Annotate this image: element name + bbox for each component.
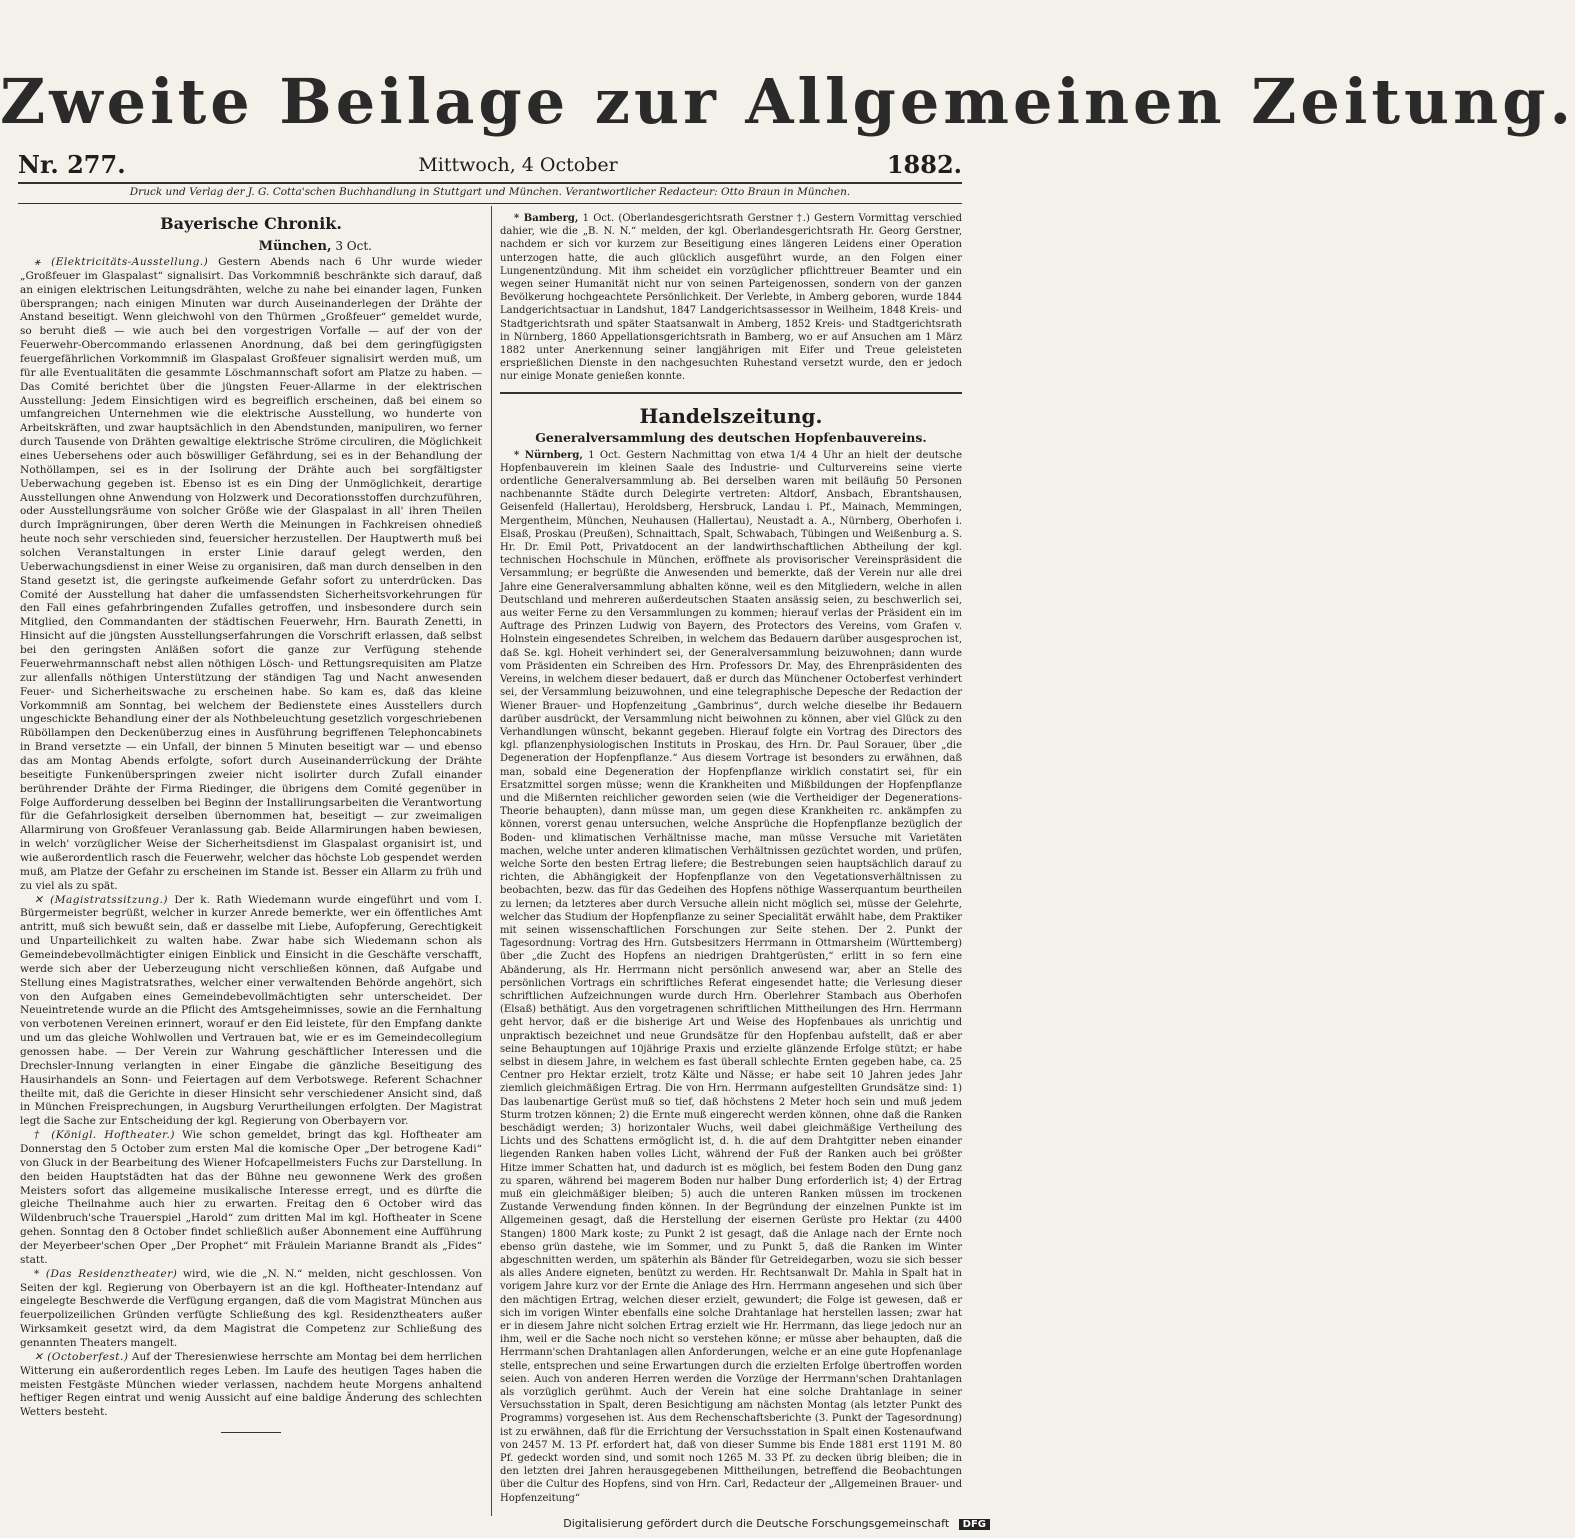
- footer-text: Digitalisierung gefördert durch die Deutsche Forschungsgemeinschaft: [563, 1517, 950, 1530]
- article-lead: † (Königl. Hoftheater.): [34, 1129, 175, 1142]
- top-rule: [18, 182, 962, 184]
- article-octoberfest: [20, 1351, 482, 1420]
- article-lead: * Bamberg,: [514, 213, 579, 224]
- article-lead: * (Das Residenztheater): [34, 1267, 178, 1280]
- section-subtitle: Generalversammlung des deutschen Hopfenbauvereins.: [535, 429, 927, 445]
- article-nuernberg: [500, 449, 962, 1505]
- article-bamberg: [500, 212, 962, 384]
- article-residenztheater: [20, 1268, 482, 1351]
- article-lead: ⚹ (Elektricitäts-Ausstellung.): [34, 256, 209, 268]
- left-column: [20, 212, 482, 1452]
- right-column: [500, 212, 962, 1512]
- article-body: Wie schon gemeldet, bringt das kgl. Hoftheater am Donnerstag den 5 October zum ersten Mal die komische Oper „Der betrogene Kadi“ von Gluck in der Bearbeitung des Wiener Hofcapellmeisters Fuchs zur Darstellung. In den beiden Hauptstädten hat das der Bühne neu gewonnene Werk des großen Meisters sofort das allgemeine musikalische Interesse erregt, und es dürfte die gleiche Theilnahme auch hier zu erwarten. Freitag den 6 October wird das Wildenbruch'sche Trauerspiel „Harold“ zum dritten Mal im kgl. Hoftheater in Scene gehen. Sonntag den 8 October findet schließlich außer Abonnement eine Aufführung der Meyerbeer'schen Oper „Der Prophet“ mit Fräulein Marianne Brandt als „Fides“ statt.: [20, 1129, 482, 1266]
- dateline-city: München,: [258, 239, 332, 254]
- dfg-footer: [563, 1517, 990, 1530]
- section-title-bayerische-chronik: Bayerische Chronik.: [160, 214, 342, 233]
- dateline: [20, 239, 482, 254]
- article-body: Gestern Abends nach 6 Uhr wurde wieder „Großfeuer im Glaspalast“ signalisirt. Das Vorkommniß beschränkte sich darauf, daß an einigen elektrischen Leitungsdrähten, welche zu nahe bei einander lagen, Funken übersprangen; nach einigen Minuten war durch Auseinanderlegen der Drähte der Anstand beseitigt. Wenn gleichwohl von den Thürmen „Großfeuer“ gemeldet wurde, so beruht dieß — wie auch bei den vorgestrigen Vorfalle — auf der von der Feuerwehr-Obercommando erlassenen Anordnung, daß bei dem geringfügigsten feuergefährlichen Vorkommniß im Glaspalast Großfeuer signalisirt werden muß, um für alle Eventualitäten die gesammte Löschmannschaft sofort am Platze zu haben. — Das Comité berichtet über die jüngsten Feuer-Allarme in der elektrischen Ausstellung: Jedem Einsichtigen wird es begreiflich erscheinen, daß bei einem so umfangreichen Unternehmen wie die elektrische Ausstellung, wo hunderte von Arbeitskräften, und zwar hauptsächlich in den Abendstunden, manipuliren, wo ferner durch Tausende von Drähten gewaltige elektrische Ströme circuliren, die Möglichkeit eines Uebersehens oder auch böswilliger Gefährdung, sei es in der Behandlung der Nothöllampen, sei es in der Isolirung der Drähte auch bei sorgfältigster Ueberwachung gegeben ist. Ebenso ist es ein Ding der Unmöglichkeit, derartige Ausstellungen ohne Anwendung von Holzwerk und Decorationsstoffen durchzuführen, oder Ausstellungsräume von solcher Größe wie der Glaspalast in all' ihren Theilen durch Imprägnirungen, über deren Werth die Meinungen in Fachkreisen ohnedieß heute noch sehr verschieden sind, feuersicher herzustellen. Der Hauptwerth muß bei solchen Veranstaltungen in erster Linie darauf gelegt werden, den Ueberwachungsdienst in einer Weise zu organisiren, daß man durch denselben in den Stand gesetzt ist, die geringste aufkeimende Gefahr sofort zu unterdrücken. Das Comité der Ausstellung hat daher die umfassendsten Sicherheitsvorkehrungen für den Fall eines gefahrbringenden Zufalles getroffen, und insbesondere durch sein Mitglied, den Commandanten der städtischen Feuerwehr, Hrn. Baurath Zenetti, in Hinsicht auf die jüngsten Ausstellungserfahrungen die Vorschrift erlassen, daß selbst bei den geringsten Anläßen sofort die ganze zur Verfügung stehende Feuerwehrmannschaft nebst allen nöthigen Lösch- und Rettungsrequisiten am Platze zur allenfalls nöthigen Unterstützung der ständigen Tag und Nacht anwesenden Feuer- und Sicherheitswache zu erscheinen habe. So kam es, daß das kleine Vorkommniß am Sonntag, bei welchem der Bedienstete eines Ausstellers durch ungeschickte Behandlung einer der als Nothbeleuchtung gesetzlich vorgeschriebenen Rüböllampen den Deckenüberzug eines in Ausführung begriffenen Telephoncabinets in Brand versetzte — ein Unfall, der binnen 5 Minuten beseitigt war — und ebenso das am Montag Abends erfolgte, sofort durch Auseinanderrückung der Drähte beseitigte Funkenüberspringen zweier nicht isolirter durch Zufall einander berührender Drähte der Firma Riedinger, die übrigens dem Comité gegenüber in Folge Aufforderung desselben bei Beginn der Installirungsarbeiten die Verantwortung für die Gefahrlosigkeit derselben übernommen hat, beseitigt — zur zweimaligen Allarmirung von Großfeuer Veranlassung gab. Beide Allarmirungen haben bewiesen, in welch' vorzüglicher Weise der Sicherheitsdienst im Glaspalast organisirt ist, und wie außerordentlich rasch die Feuerwehr, welcher das höchste Lob gespendet werden muß, am Platze der Gefahr zu erscheinen im Stande ist. Besser ein Allarm zu früh und zu viel als zu spät.: [20, 256, 482, 892]
- article-lead: ✕ (Magistratssitzung.): [34, 893, 168, 906]
- article-hoftheater: [20, 1129, 482, 1268]
- article-body: Der k. Rath Wiedemann wurde eingeführt und vom I. Bürgermeister begrüßt, welcher in kurzer Anrede bemerkte, wer ein öffentliches Amt antritt, muß sich bewußt sein, daß er dasselbe mit Liebe, Aufopferung, Gerechtigkeit und Unparteilichkeit zu walten habe. Zwar habe sich Wiedemann schon als Gemeindebevollmächtigter einigen Einblick und Einsicht in die Geschäfte verschafft, werde sich aber der Ueberzeugung nicht verschließen können, daß Aufgabe und Stellung eines Magistratsrathes, welcher einer verwaltenden Behörde angehört, sich von den Aufgaben eines Gemeindebevollmächtigten sehr unterscheidet. Der Neueintretende wurde an die Pflicht des Amtsgeheimnisses, sowie an die Fernhaltung von verbotenen Vereinen erinnert, worauf er den Eid leistete, für den Empfang dankte und um das gleiche Wohlwollen und Vertrauen bat, wie er es im Gemeindecollegium genossen habe. — Der Verein zur Wahrung geschäftlicher Interessen und die Drechsler-Innung verlangten in einer Eingabe die gänzliche Beseitigung des Hausirhandels an Sonn- und Feiertagen auf dem Verbotswege. Referent Schachner theilte mit, daß die Gerichte in dieser Hinsicht sehr verschiedener Ansicht sind, daß in München Freisprechungen, in Augsburg Verurtheilungen erfolgten. Der Magistrat legt die Sache zur Entscheidung der kgl. Regierung von Oberbayern vor.: [20, 893, 483, 1128]
- section-rule: [500, 392, 962, 394]
- article-body: Auf der Theresienwiese herrschte am Montag bei dem herrlichen Witterung ein außerordentlich reges Leben. Im Laufe des heutigen Tages haben die meisten Festgäste München wieder verlassen, nachdem heute Morgens anhaltend heftiger Regen eintrat und wenig Aussicht auf eine baldige Änderung des schlechten Wetters besteht.: [20, 1350, 483, 1419]
- masthead-title: Zweite Beilage zur Allgemeinen Zeitung.: [0, 65, 1575, 138]
- dateline-date: 3 Oct.: [335, 239, 372, 253]
- article-body: wird, wie die „N. N.“ melden, nicht geschlossen. Von Seiten der kgl. Regierung von Oberbayern ist an die kgl. Hoftheater-Intendanz auf eingelegte Beschwerde die Verfügung ergangen, daß die vom Magistrat München aus feuerpolizeilichen Gründen verfügte Schließung des kgl. Residenztheaters außer Wirksamkeit gesetzt wird, da dem Magistrat die Competenz zur Schließung des genannten Theaters mangelt.: [20, 1267, 482, 1350]
- article-lead: ✕ (Octoberfest.): [34, 1350, 129, 1363]
- article-elektricitaets-ausstellung: [20, 256, 482, 894]
- dfg-logo: DFG: [959, 1519, 990, 1530]
- article-body: 1 Oct. (Oberlandesgerichtsrath Gerstner †.) Gestern Vormittag verschied dahier, wie die „B. N. N.“ melden, der kgl. Oberlandesgerichtsrath Hr. Georg Gerstner, nachdem er sich vor kurzem zur Beseitigung eines längeren Leidens einer Operation unterzogen hatte, die auch glücklich ausgeführt wurde, an den Folgen einer Lungenentzündung. Mit ihm scheidet ein vorzüglicher pflichttreuer Beamter und ein wegen seiner Humanität nicht nur von seinen Parteigenossen, sondern von der ganzen Bevölkerung hochgeachtete Persönlichkeit. Der Verlebte, in Amberg geboren, wurde 1844 Landgerichtsactuar in Landshut, 1847 Landgerichtsassessor in Weilheim, 1848 Kreis- und Stadtgerichtsrath und später Staatsanwalt in Amberg, 1852 Kreis- und Stadtgerichtsrath in Nürnberg, 1860 Appellationsgerichtsrath in Bamberg, wo er auf Ansuchen am 1 März 1882 unter Anerkennung seiner langjährigen mit Eifer und Treue geleisteten ersprießlichen Dienste in den nachgesuchten Ruhestand versetzt wurde, den er jedoch nur einige Monate genießen konnte.: [500, 213, 962, 383]
- imprint-rule: [18, 203, 962, 204]
- issue-date: Mittwoch, 4 October: [418, 154, 618, 176]
- column-divider: [491, 206, 492, 1516]
- issue-number: Nr. 277.: [18, 150, 126, 179]
- section-title-handelszeitung: Handelszeitung.: [639, 403, 823, 428]
- article-magistratssitzung: [20, 894, 482, 1130]
- issue-year: 1882.: [886, 150, 962, 179]
- issue-row: [18, 150, 962, 182]
- end-rule: [221, 1432, 281, 1433]
- article-body: 1 Oct. Gestern Nachmittag von etwa 1/4 4 Uhr an hielt der deutsche Hopfenbauverein im kleinen Saale des Industrie- und Culturvereins seine vierte ordentliche Generalversammlung ab. Bei derselben waren mit beiläufig 50 Personen nachbenannte Städte durch Delegirte vertreten: Altdorf, Ansbach, Ebrantshausen, Geisenfeld (Hallertau), Heroldsberg, Hersbruck, Landau i. Pf., Mainach, Memmingen, Mergentheim, München, Neuhausen (Hallertau), Neustadt a. A., Nürnberg, Oberhofen i. Elsaß, Proskau (Preußen), Schnaittach, Spalt, Schwabach, Tübingen und Weißenburg a. S. Hr. Dr. Emil Pott, Privatdocent an der landwirthschaftlichen Abtheilung der kgl. technischen Hochschule in München, eröffnete als provisorischer Vereinspräsident die Versammlung; er begrüßte die Anwesenden und bemerkte, daß der Verein nur alle drei Jahre eine Generalversammlung abhalten könne, weil es den Mitgliedern, welche in allen Deutschland und mehreren außerdeutschen Staaten ansässig seien, zu beschwerlich sei, aus weiter Ferne zu den Versammlungen zu kommen; hierauf verlas der Präsident ein im Auftrage des Prinzen Ludwig von Bayern, des Protectors des Vereins, vom Grafen v. Holnstein eingesendetes Schreiben, in welchem das Bedauern darüber ausgesprochen ist, daß Se. kgl. Hoheit verhindert sei, der Generalversammlung beizuwohnen; dann wurde vom Präsidenten ein Schreiben des Hrn. Professors Dr. May, des Ehrenpräsidenten des Vereins, in welchem dieser bedauert, daß er durch das Münchener Octoberfest verhindert sei, der Versammlung beizuwohnen, und eine telegraphische Depesche der Redaction der Wiener Brauer- und Hopfenzeitung „Gambrinus“, durch welche dieselbe ihr Bedauern darüber ausdrückt, der Versammlung nicht beiwohnen zu können, aber viel Glück zu den Verhandlungen wünscht, bekannt gegeben. Hierauf folgte ein Vortrag des Directors des kgl. pflanzenphysiologischen Instituts in Proskau, des Hrn. Dr. Paul Sorauer, über „die Degeneration der Hopfenpflanze.“ Aus diesem Vortrage ist besonders zu erwähnen, daß man, sobald eine Degeneration der Hopfenpflanze wirklich constatirt sei, für ein Ersatzmittel sorgen müsse; wenn die Krankheiten und Mißbildungen der Hopfenpflanze und die Mißernten reichlicher geworden seien (wie die Vertheidiger der Degenerations-Theorie behaupten), dann müsse man, um gegen diese Krankheiten rc. ankämpfen zu können, vorerst genau untersuchen, welche Ansprüche die Hopfenpflanze bezüglich der Boden- und klimatischen Verhältnisse mache, man müsse Versuche mit Varietäten machen, welche unter anderen klimatischen Verhältnissen gezüchtet worden, und prüfen, welche Sorte den besten Ertrag liefere; die Bestrebungen seien hauptsächlich darauf zu richten, die Abhängigkeit der Hopfenpflanze von den Vegetationsverhältnissen zu beobachten, bezw. das für das Gedeihen des Hopfens nöthige Wasserquantum beurtheilen zu lernen; da letzteres aber durch Versuche allein nicht möglich sei, müsse der Gelehrte, welcher das Studium der Hopfenpflanze zu seiner Specialität erwählt habe, dem Praktiker mit seinen wissenschaftlichen Forschungen zur Seite stehen. Der 2. Punkt der Tagesordnung: Vortrag des Hrn. Gutsbesitzers Herrmann in Ottmarsheim (Württemberg) über „die Zucht des Hopfens an niedrigen Drahtgerüsten,“ erlitt in so fern eine Abänderung, als Hr. Herrmann nicht persönlich anwesend war, aber an Stelle des persönlichen Vortrags ein schriftliches Referat eingesendet hatte; die Verlesung dieser schriftlichen Aufzeichnungen wurde durch Hrn. Oberlehrer Stambach aus Oberhofen (Elsaß) bethätigt. Aus den vorgetragenen schriftlichen Mittheilungen des Hrn. Herrmann geht hervor, daß er die bisherige Art und Weise des Hopfenbaues als unrichtig und unpraktisch bezeichnet und neue Grundsätze für den Hopfenbau aufstellt, daß er aber seine Behauptungen auf 10jährige Praxis und erzielte glänzende Erfolge stützt; er habe selbst in diesem Jahre, in welchem es fast überall schlechte Ernten gegeben habe, ca. 25 Centner pro Hektar erzielt, trotz Kälte und Nässe; er habe seit 10 Jahren jedes Jahr ziemlich gleichmäßigen Ertrag. Die von Hrn. Herrmann aufgestellten Grundsätze sind: 1) Das laubenartige Gerüst muß so tief, daß höchstens 2 Meter hoch sein und muß jedem Sturm trotzen können; 2) die Ernte muß eingerecht werden können, ohne daß die Ranken beschädigt werden; 3) horizontaler Wuchs, weil dabei gleichmäßige Vertheilung des Lichts und des Schattens ermöglicht ist, d. h. die auf dem Drahtgitter neben einander liegenden Ranken haben volles Licht, während der Fuß der Ranken auch bei größter Hitze immer Schatten hat, und dadurch ist es möglich, bei festem Boden den Dung ganz zu sparen, während bei magerem Boden nur halber Dung erforderlich ist; 4) der Ertrag muß ein gleichmäßiger bleiben; 5) auch die unteren Ranken müssen im trockenen Zustande Verwendung finden können. In der Begründung der einzelnen Punkte ist im Allgemeinen gesagt, daß die Herstellung der eisernen Gerüste pro Hektar (zu 4400 Stangen) 1800 Mark koste; zu Punkt 2 ist gesagt, daß die Anlage nach der Ernte noch ebenso grün dastehe, wie im Sommer, und zu Punkt 5, daß die Ranken im Winter abgeschnitten werden, um späterhin als Bänder für Getreidegarben, wozu sie sich besser als alles Andere eigneten, benützt zu werden. Hr. Rechtsanwalt Dr. Mahla in Spalt hat in vorigem Jahre kurz vor der Ernte die Anlage des Hrn. Herrmann angesehen und sich über den mächtigen Ertrag, welchen dieser erzielt, gewundert; die Folge ist gewesen, daß er sich im vorigen Winter ebenfalls eine solche Drahtanlage hat herstellen lassen; zwar hat er in diesem Jahre nicht solchen Ertrag erzielt wie Hr. Herrmann, das liege jedoch nur an ihm, weil er die Sache noch nicht so verstehen könne; er müsse aber behaupten, daß die Herrmann'schen Drahtanlagen allen Anforderungen, welche er an eine gute Hopfenanlage stelle, entsprechen und seine Erwartungen durch die erzielten Erfolge übertroffen worden seien. Auch von anderen Herren werden die Vorzüge der Herrmann'schen Drahtanlagen als vorzüglich gerühmt. Auch der Verein hat eine solche Drahtanlage in seiner Versuchsstation in Spalt, deren Besichtigung am nächsten Montag (als letzter Punkt des Programms) vorgesehen ist. Aus dem Rechenschaftsberichte (3. Punkt der Tagesordnung) ist zu erwähnen, daß für die Errichtung der Versuchsstation in Spalt einen Kostenaufwand von 2457 M. 13 Pf. erfordert hat, daß von dieser Summe bis Ende 1881 erst 1191 M. 80 Pf. gedeckt worden sind, und somit noch 1265 M. 33 Pf. zu decken übrig bleiben; die in den letzten drei Jahren herausgegebenen Mittheilungen, betreffend die Beobachtungen über die Cultur des Hopfens, sind von Hrn. Carl, Redacteur der „Allgemeinen Brauer- und Hopfenzeitung“: [500, 449, 962, 1504]
- imprint-line: Druck und Verlag der J. G. Cotta'schen Buchhandlung in Stuttgart und München. Verantwortlicher Redacteur: Otto Braun in München.: [129, 186, 851, 198]
- article-lead: * Nürnberg,: [514, 449, 583, 461]
